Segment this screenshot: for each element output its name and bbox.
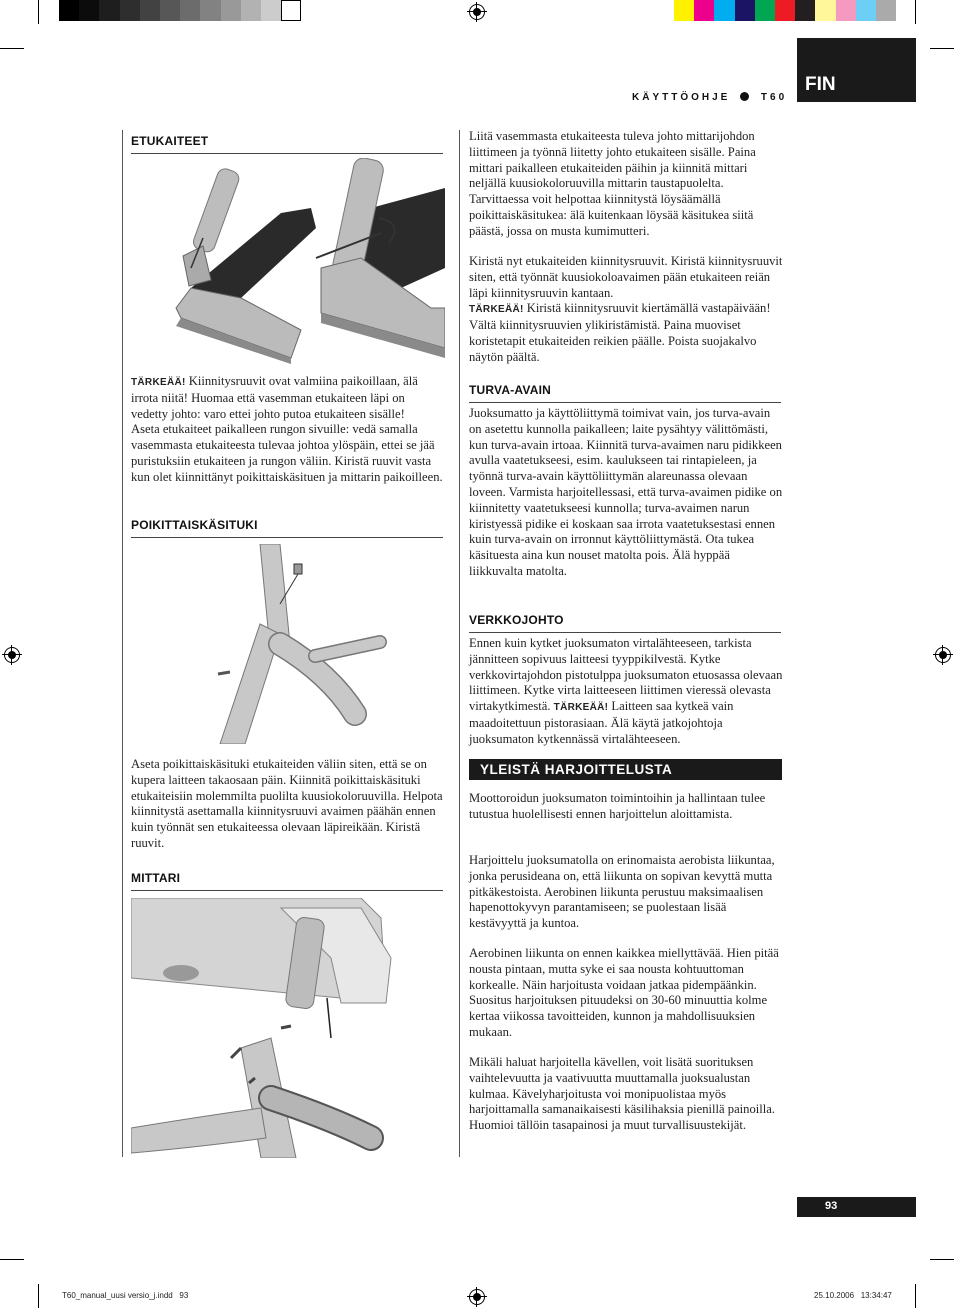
model-name: T60 [760, 92, 788, 103]
page-number-tab [797, 1197, 916, 1217]
yleista-paragraph-4: Mikäli haluat harjoitella kävellen, voit lisätä suorituksen vaihtelevuutta ja vaativuutta muuttamalla juoksualustan kulmaa. Kävelyharjoitusta voi monipuolistaa myös harjoittamalla samanaikaisesti käsilihaksia pienillä painoilla. Huomioi tällöin tasapainosi ja muut turvallisuustekijät. [469, 1055, 776, 1133]
important-label: TÄRKEÄÄ! [131, 377, 186, 388]
file-info: T60_manual_uusi versio_j.indd 93 [62, 1291, 189, 1300]
color-swatch [180, 0, 200, 21]
crop-mark [0, 1259, 24, 1260]
yleista-paragraph-3: Aerobinen liikunta on ennen kaikkea miellyttävää. Hien pitää nousta pintaan, mutta syke ei saa nousta kohtuuttoman korkealle. Näin harjoitusta voidaan jatkaa pidempäänkin. Suositus harjoituksen pituudeksi on 30-60 minuuttia kolme kertaa viikossa tavoitteiden, kunnon ja mahdollisuuksien mukaan. [469, 946, 779, 1039]
color-swatch [795, 0, 815, 21]
crop-mark [930, 1259, 954, 1260]
language-tab-label: FIN [805, 74, 836, 95]
color-swatch [241, 0, 261, 21]
color-swatch [735, 0, 755, 21]
yleista-heading: YLEISTÄ HARJOITTELUSTA [480, 762, 673, 777]
important-label: TÄRKEÄÄ! [469, 304, 524, 316]
running-title: KÄYTTÖOHJE [632, 92, 731, 103]
section-bar [469, 759, 782, 780]
console-illustration [131, 898, 445, 1158]
color-swatch [674, 0, 694, 21]
etukaiteet-text: TÄRKEÄÄ! Kiinnitysruuvit ovat valmiina paikoillaan, älä irrota niitä! Huomaa että vasemman etukaiteen läpi on vedetty johto: varo ettei johto putoa etukaiteen sisälle! Aseta etukaiteet paikalleen rungon sivuille: vedä samalla vasemmasta etukaiteesta tulevaa johtoa ylöspäin, ettei se jää puristuksiin etukaiteen ja rungon väliin. Kiristä ruuvit vasta kun olet kiinnittänyt poikittaiskäsituen ja mittarin paikoilleen. [131, 374, 443, 484]
crop-mark [930, 48, 954, 49]
column-divider [122, 130, 123, 1157]
date-time: 25.10.2006 13:34:47 [814, 1291, 892, 1300]
mittari-heading: MITTARI [131, 871, 443, 891]
verkkojohto-text: Ennen kuin kytket juoksumaton virtalähteeseen, tarkista jännitteen sopivuus laitteesi tyyppikilvestä. Kytke verkkovirtajohdon pistotulppa juoksumaton etuosassa olevaan liittimeen. Kytke virta laitteeseen liittimen vieressä olevasta virtakytkimestä. TÄRKEÄÄ! Laitteen saa kytkeä vain maadoitettuun pistorasiaan. Älä käytä jatkojohtoja juoksumaton kytkennässä virtalähteeseen. [469, 636, 783, 746]
crop-mark [915, 0, 916, 24]
registration-mark-icon [935, 647, 951, 663]
poikittaiskasituki-heading: POIKITTAISKÄSITUKI [131, 518, 443, 538]
color-swatch [714, 0, 734, 21]
tightening-text: Kiristä nyt etukaiteiden kiinnitysruuvit. Kiristä kiinnitysruuvit siten, että työnnät kuusiokoloavaimen pään etukaiteen reiän läpi kiinnitysruuvin kantaan. TÄRKEÄÄ! Kiristä kiinnitysruuvit kiertämällä vastapäivään! Vältä kiinnitysruuvien ylikiristämistä. Paina muoviset koristetapit etukaiteiden reikien päälle. Poista suojakalvo näytön päältä. [469, 254, 783, 364]
running-header [632, 92, 787, 103]
yleista-paragraph-2: Harjoittelu juoksumatolla on erinomaista aerobista liikuntaa, jonka perusideana on, että liikunta on sopivan kevyttä mutta pitkäkestoista. Aerobinen liikunta perustuu maksimaalisen hapenottokyvyn parantamiseen; se puolestaan lisää kestävyyttä ja kuntoa. [469, 853, 775, 931]
color-swatch [775, 0, 795, 21]
color-swatch [120, 0, 140, 21]
crossbar-illustration [190, 544, 390, 744]
color-swatch [261, 0, 281, 21]
color-swatch [281, 0, 301, 21]
crop-mark [38, 0, 39, 24]
color-swatch [876, 0, 896, 21]
verkkojohto-heading: VERKKOJOHTO [469, 613, 781, 633]
color-swatch [755, 0, 775, 21]
poikittaiskasituki-text: Aseta poikittaiskäsituki etukaiteiden väliin siten, että se on kupera laitteen takaosaan päin. Kiinnitä poikittaiskäsituki etukaiteisiin molemmilta puolilta kuusiokoloruuvilla. Helpota kiinnitystä asettamalla kiinnitysruuvi avaimen päähän ennen kuin työnnät sen etukaiteessa olevaan läpireikään. Kiristä ruuvit. [131, 757, 443, 850]
crop-mark [0, 48, 24, 49]
color-swatch [200, 0, 220, 21]
color-swatch [815, 0, 835, 21]
color-swatch [59, 0, 79, 21]
important-label: TÄRKEÄÄ! [553, 702, 609, 714]
color-swatch [99, 0, 119, 21]
color-swatch [140, 0, 160, 21]
bullet-icon [740, 92, 749, 101]
color-swatch [160, 0, 180, 21]
registration-mark-icon [469, 1289, 485, 1305]
color-swatch [856, 0, 876, 21]
registration-mark-icon [4, 647, 20, 663]
column-divider [459, 130, 460, 1157]
registration-mark-icon [469, 4, 485, 20]
color-swatch [221, 0, 241, 21]
yleista-paragraph-1: Moottoroidun juoksumaton toimintoihin ja hallintaan tulee tutustua huolellisesti ennen harjoittelun aloittamista. [469, 791, 766, 821]
turva-avain-heading: TURVA-AVAIN [469, 383, 781, 403]
mittari-continued-text: Liitä vasemmasta etukaiteesta tuleva johto mittarijohdon liittimeen ja työnnä liitetty johto etukaiteen sisälle. Paina mittari paikalleen etukaiteiden päihin ja kiinnitä mittari neljällä kuusiokoloruuvilla mittarin taustapuolelta. Tarvittaessa voit helpottaa kiinnitystä löysäämällä poikittaiskäsitukea: älä kuitenkaan löysää käsitukea siitä päästä, jossa on musta kumimutteri. [469, 129, 756, 238]
color-swatch [79, 0, 99, 21]
front-handrails-illustration [131, 158, 445, 364]
color-swatch [836, 0, 856, 21]
etukaiteet-heading: ETUKAITEET [131, 134, 443, 154]
turva-avain-text: Juoksumatto ja käyttöliittymä toimivat vain, jos turva-avain on asetettu kunnolla paikalleen; laite pysähtyy välittömästi, kun turva-avain irtoaa. Kiinnitä turva-avaimen naru pidikkeen avulla vaatetukseesi, esim. kaulukseen tai rintapieleen, ja työnnä turva-avain käyttöliittymän alareunassa olevaan loveen. Varmista harjoitellessasi, että turva-avaimen pidike on kiinnitetty vaatetukseesi kunnolla; turva-avaimen narun kiristyessä pidike ei koskaan saa irrota vaatetuksestasi ennen kuin turva-avain on irronnut käyttöliittymästä. Ota tukea käsituesta aina kun nouset matolta pois. Älä hyppää liikkuvalta matolta. [469, 406, 783, 578]
color-swatch [694, 0, 714, 21]
crop-mark [38, 1284, 39, 1308]
crop-mark [915, 1284, 916, 1308]
page-number: 93 [825, 1200, 838, 1212]
language-tab [797, 38, 916, 102]
